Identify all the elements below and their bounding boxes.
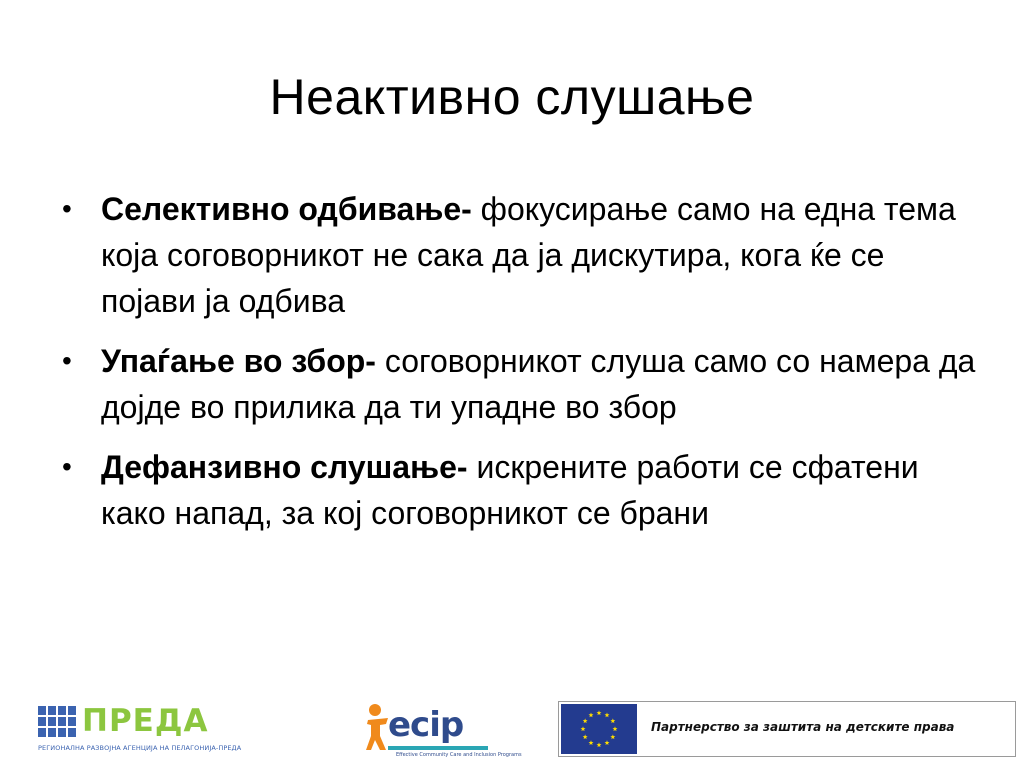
bullet-list [58,186,988,550]
ecip-logo-name: ecip [388,705,464,745]
bullet-term: Упаѓање во збор- [101,343,376,379]
preda-logo-name: ПРЕДА [82,703,209,739]
preda-grid-icon [38,706,76,738]
bullet-item [58,444,988,536]
eu-flag-icon [561,704,637,754]
ecip-logo [366,702,522,760]
bullet-icon: • [62,193,72,224]
bullet-text: фокусирање само на една тема која соговорникот не сака да ја дискутира, кога ќе се појави ја одбива [101,191,956,319]
ecip-logo-bar [388,746,488,750]
bullet-item [58,338,988,430]
bullet-term: Селективно одбивање- [101,191,472,227]
bullet-text: соговорникот слуша само со намера да дојде во прилика да ти упадне во збор [101,343,976,425]
bullet-icon: • [62,345,72,376]
bullet-icon: • [62,451,72,482]
preda-logo-subtitle: РЕГИОНАЛНА РАЗВОЈНА АГЕНЦИЈА НА ПЕЛАГОНИЈА-ПРЕДА [38,744,242,752]
eu-partnership-banner [558,701,1016,757]
eu-banner-caption: Партнерство за заштита на детските права [651,720,955,734]
bullet-text: искрените работи се сфатени како напад, за кој соговорникот се брани [101,449,919,531]
slide-title: Неактивно слушање [269,69,755,125]
bullet-item [58,186,988,324]
bullet-term: Дефанзивно слушање- [101,449,468,485]
footer-logos [0,690,1024,768]
ecip-logo-subtitle: Effective Community Care and Inclusion Programs [396,752,522,758]
preda-logo [38,702,242,752]
